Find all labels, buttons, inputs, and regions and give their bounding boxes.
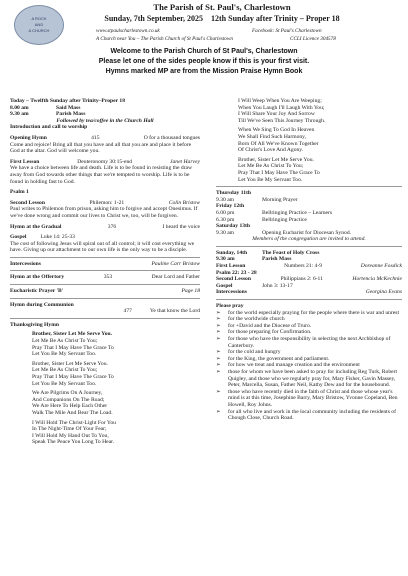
- reader: Colin Bristow: [168, 199, 200, 206]
- verse-line: Born Of All We've Known Together: [238, 140, 319, 147]
- hymn-title: Brother, Sister Let Me Serve You.: [32, 331, 113, 338]
- verse-line: We Are Here To Help Each Other: [32, 403, 108, 410]
- saturday-note: Members of the congregation are invited to attend.: [252, 236, 366, 243]
- welcome-line-2: Please let one of the sides people know if this is your first visit.: [98, 58, 310, 65]
- prayer-item: [216, 362, 402, 369]
- verse-line: Let You Be My Servant Too.: [238, 176, 303, 183]
- hymn-verse-1: [32, 331, 200, 357]
- hymn-verse-4: [32, 420, 200, 446]
- next-intercessions: [216, 289, 402, 296]
- label: Intercessions: [10, 260, 41, 267]
- hymn-number: 376: [107, 223, 117, 230]
- please-pray-heading: Please pray: [216, 303, 244, 310]
- prayer-text: for those who have the responsibility in selecting the next Archbishop of Canterbury.: [228, 336, 391, 349]
- reference: Deuteronomy 30:15-end: [77, 158, 133, 165]
- hymn-number: 477: [123, 308, 132, 315]
- reference: Philemon: 1-21: [89, 199, 125, 206]
- service: Parish Mass: [56, 111, 86, 118]
- bullet-icon: ➢: [216, 408, 221, 415]
- event: Morning Prayer: [262, 196, 298, 203]
- date-text: Sunday, 7th September, 2025: [104, 14, 203, 23]
- service-said-mass: [10, 105, 200, 112]
- verse-line: Walk The Mile And Bear The Load.: [32, 409, 113, 416]
- motto-text: A Church near You – The Parish Church of St Paul's Charlestown: [96, 36, 233, 42]
- service: Parish Mass: [262, 256, 292, 263]
- hymn-verse-2: [32, 361, 200, 387]
- date: Sunday, 14th: [216, 249, 248, 256]
- verse-line: Speak The Peace You Long To Hear.: [32, 439, 115, 446]
- bullet-icon: ➢: [216, 349, 221, 356]
- bullet-icon: ➢: [216, 316, 221, 323]
- intercessions: [10, 261, 200, 268]
- hymn-number: 415: [91, 134, 100, 141]
- reader: Janet Harvey: [170, 158, 200, 165]
- next-second-lesson: [216, 276, 402, 283]
- verse-line: Let Me Be As Christ To You;: [32, 338, 98, 345]
- prayer-item: [216, 316, 402, 323]
- prayer-item: [216, 409, 402, 422]
- followed-note: Followed by tea/coffee in the Church Hall: [56, 117, 154, 124]
- prayer-text: for how we treat and manage creation and the environment: [228, 362, 360, 369]
- reader: Doreanne Fosdick: [360, 263, 402, 270]
- reference: Philippians 2: 6-11: [280, 276, 323, 283]
- verse-line: Let You Be My Servant Too.: [32, 351, 97, 358]
- right-column: [216, 98, 402, 422]
- label: Eucharistic Prayer 'B': [10, 288, 64, 295]
- prayer-text: for the King, the government and parliament.: [228, 355, 330, 362]
- label: First Lesson: [10, 158, 40, 165]
- bullet-icon: ➢: [216, 355, 221, 362]
- verse-line: When We Sing To God In Heaven: [238, 127, 315, 134]
- verse-line: Of Christ's Love And Agony.: [238, 147, 304, 154]
- verse-line: We Are Pilgrims On A Journey,: [32, 390, 103, 397]
- opening-hymn: [10, 135, 200, 142]
- event: Opening Eucharist for Diocesan Synod.: [262, 229, 352, 236]
- time: 6.30 pm: [216, 216, 235, 223]
- verse-line: We Shall Find Such Harmony,: [238, 133, 307, 140]
- occasion-text: 12th Sunday after Trinity – Proper 18: [211, 14, 340, 23]
- prayer-text: for those preparing for Confirmation.: [228, 329, 312, 336]
- label: Second Lesson: [10, 199, 45, 206]
- verse-line: I Will Hold My Hand Out To You,: [32, 432, 109, 439]
- prayer-item: [216, 336, 402, 349]
- prayer-text: for the worldwide church: [228, 316, 285, 323]
- reference: Luke 14: 25-33: [40, 234, 75, 241]
- leader: Pauline Carr Bristow: [151, 260, 200, 267]
- time: 9.30 am: [216, 196, 235, 203]
- offertory-hymn: [10, 274, 200, 281]
- friday-event-2: [216, 217, 402, 224]
- hymn-number: 353: [103, 274, 113, 281]
- bullet-icon: ➢: [216, 322, 221, 329]
- bullet-icon: ➢: [216, 368, 221, 375]
- verse-line: Brother, Sister Let Me Serve You.: [32, 360, 108, 367]
- verse-line: Pray That I May Have The Grace To: [238, 169, 320, 176]
- hymn-verse-3: [32, 390, 200, 416]
- next-gospel: [216, 283, 402, 290]
- service-date: [72, 14, 372, 23]
- hymn-title: I heard the voice: [162, 223, 200, 230]
- first-text: We have a choice between life and death. Life is to be found in resisting the draw away from God towards other things that we're tempted to worship. Life is to be found in holding fast to God.: [10, 165, 193, 185]
- prayer-text: those for whom we have been asked to pray for including Reg Turk, Robert Quigley, and those who we regularly pray for, Mary Fisher, Gavin Massey, Peter, Marcella, Susan, Father Neil, Kathy Dew and for the housebound.: [228, 368, 398, 389]
- time: 6.00 pm: [216, 209, 235, 216]
- verse-line: Pray That I May Have The Grace To: [32, 344, 114, 351]
- hymn-title: Dear Lord and Father: [151, 274, 200, 281]
- friday-event-1: [216, 210, 402, 217]
- gospel: [10, 234, 200, 241]
- thanks-label: Thanksgiving Hymn: [10, 321, 59, 328]
- logo-text-1: A ROCK: [31, 16, 47, 21]
- time: 9.30 am: [10, 111, 29, 118]
- ccli-text: CCLI Licence 304578: [290, 36, 336, 42]
- gradual-hymn: [10, 224, 200, 231]
- prayer-item: [216, 329, 402, 336]
- label: First Lesson: [216, 263, 246, 270]
- bullet-icon: ➢: [216, 362, 221, 369]
- hymn-verse-7: [238, 157, 402, 183]
- verse-line: And Companions On The Road;: [32, 396, 105, 403]
- label: Hymn at the Offertory: [10, 274, 65, 281]
- eucharistic-prayer: [10, 288, 200, 295]
- verse-line: Let You Be My Servant Too.: [32, 380, 97, 387]
- prayer-text: for all who live and work in the local community including the residents of Chough Close, Church Road.: [228, 408, 396, 422]
- verse-line: I Will Hold The Christ-Light For You: [32, 419, 116, 426]
- leader: Georgina Evans: [365, 289, 402, 296]
- opening-text: Come and rejoice! Bring all that you have and all that you are and place it before God at the altar. God will welcome you.: [10, 141, 192, 155]
- divider: [10, 318, 200, 319]
- prayer-text: those who have recently died in the faith of Christ and those whose year's mind is at this time, Josephine Barry, Mary Bristow, Yvonne Copeland, Ben Howell, Roy Johns.: [228, 388, 398, 408]
- service-parish-mass: [10, 111, 200, 118]
- logo-text-3: A CHURCH: [28, 28, 50, 33]
- today-heading: Today – Twelfth Sunday after Trinity–Proper 18: [10, 98, 125, 104]
- saturday-heading: Saturday 13th: [216, 223, 251, 230]
- prayer-item: [216, 389, 402, 409]
- bullet-icon: ➢: [216, 329, 221, 336]
- reader: Hortencia McKechnie: [352, 276, 402, 283]
- verse-line: When You Laugh I'll Laugh With You;: [238, 104, 325, 111]
- label: Gospel: [216, 282, 233, 289]
- next-first-lesson: [216, 263, 402, 270]
- bullet-icon: ➢: [216, 388, 221, 395]
- label: Second Lesson: [216, 276, 251, 283]
- prayer-item: [216, 369, 402, 389]
- verse-line: Let Me Be As Christ To You;: [238, 163, 304, 170]
- label: Intercessions: [216, 289, 247, 296]
- divider: [216, 246, 402, 247]
- website-link[interactable]: www.stpaulscharlestown.co.uk: [96, 28, 160, 34]
- reference: Numbers 21: 4-9: [284, 263, 322, 270]
- label: Opening Hymn: [10, 134, 47, 141]
- welcome-line-3: Hymns marked MP are from the Mission Praise Hymn Book: [105, 68, 303, 75]
- thursday-event: [216, 197, 402, 204]
- logo-text-2: AND: [34, 22, 44, 27]
- next-sunday-heading: [216, 250, 402, 257]
- prayer-text: for the world especially praying for the people where there is war and unrest: [228, 309, 400, 316]
- service: Said Mass: [56, 104, 81, 111]
- second-text: Paul writes to Philemon from prison, asking him to forgive and accept Onesimus. If we've done wrong and commit our lives to Christ we, too, will be forgiven.: [10, 206, 198, 219]
- reference: John 3: 13-17: [262, 282, 293, 289]
- label: Hymn at the Gradual: [10, 223, 62, 230]
- verse-line: I Will Weep When You Are Weeping;: [238, 98, 322, 104]
- prayer-item: [216, 349, 402, 356]
- church-logo: [14, 5, 64, 45]
- friday-heading: Friday 12th: [216, 203, 245, 210]
- next-psalm: Psalm 22: 23 - 28: [216, 269, 257, 276]
- page-ref: Page 18: [181, 288, 200, 295]
- divider: [216, 299, 402, 300]
- communion-label: Hymn during Communion: [10, 301, 74, 308]
- verse-line: In The Night-Time Of Your Fear;: [32, 426, 107, 433]
- verse-line: Let Me Be As Christ To You;: [32, 367, 98, 374]
- event: Bellringing Practice: [262, 216, 307, 223]
- thursday-heading: Thursday 11th: [216, 190, 251, 197]
- verse-line: Brother, Sister Let Me Serve You.: [238, 156, 314, 163]
- divider: [10, 284, 200, 285]
- hymn-title: Ye that know the Lord: [149, 308, 200, 315]
- psalm: Psalm 1: [10, 189, 29, 196]
- prayer-text: for +David and the Diocese of Truro.: [228, 322, 312, 329]
- divider: [10, 270, 200, 271]
- divider: [10, 298, 200, 299]
- welcome-line-1: Welcome to the Parish Church of St Paul's, Charlestown: [110, 48, 298, 55]
- gospel-text: The cost of following Jesus will spiral out of all control; it will cost everything we have. Giving up our attachment to our own life is the only way to be a disciple.: [10, 240, 195, 254]
- communion-hymn: [10, 308, 200, 315]
- bullet-icon: ➢: [216, 336, 221, 342]
- divider: [216, 186, 402, 187]
- time: 9.30 am: [216, 229, 235, 236]
- prayer-text: for the cold and hungry: [228, 349, 281, 356]
- verse-line: Till We've Seen This Journey Through.: [238, 117, 326, 124]
- hymn-title: O for a thousand tongues: [143, 134, 200, 141]
- next-sunday-service: [216, 256, 402, 263]
- event: Bellringing Practice – Learners: [262, 209, 333, 216]
- facebook-text: Facebook: St Paul's Charlestown: [252, 28, 322, 34]
- parish-title: The Parish of St. Paul's, Charlestown: [153, 2, 291, 12]
- hymn-verse-6: [238, 127, 402, 153]
- intro-heading: Introduction and call to worship: [10, 124, 88, 131]
- verse-line: Pray That I May Have The Grace To: [32, 374, 114, 380]
- label: Gospel: [10, 234, 27, 241]
- hymn-verse-5: [238, 98, 402, 124]
- left-column: [10, 98, 200, 446]
- feast: The Feast of Holy Cross: [262, 249, 320, 256]
- time: 8.00 am: [10, 104, 29, 111]
- bullet-icon: ➢: [216, 309, 221, 316]
- divider: [10, 257, 200, 258]
- time: 9.30 am: [216, 256, 235, 263]
- verse-line: I Will Share Your Joy And Sorrow: [238, 111, 315, 118]
